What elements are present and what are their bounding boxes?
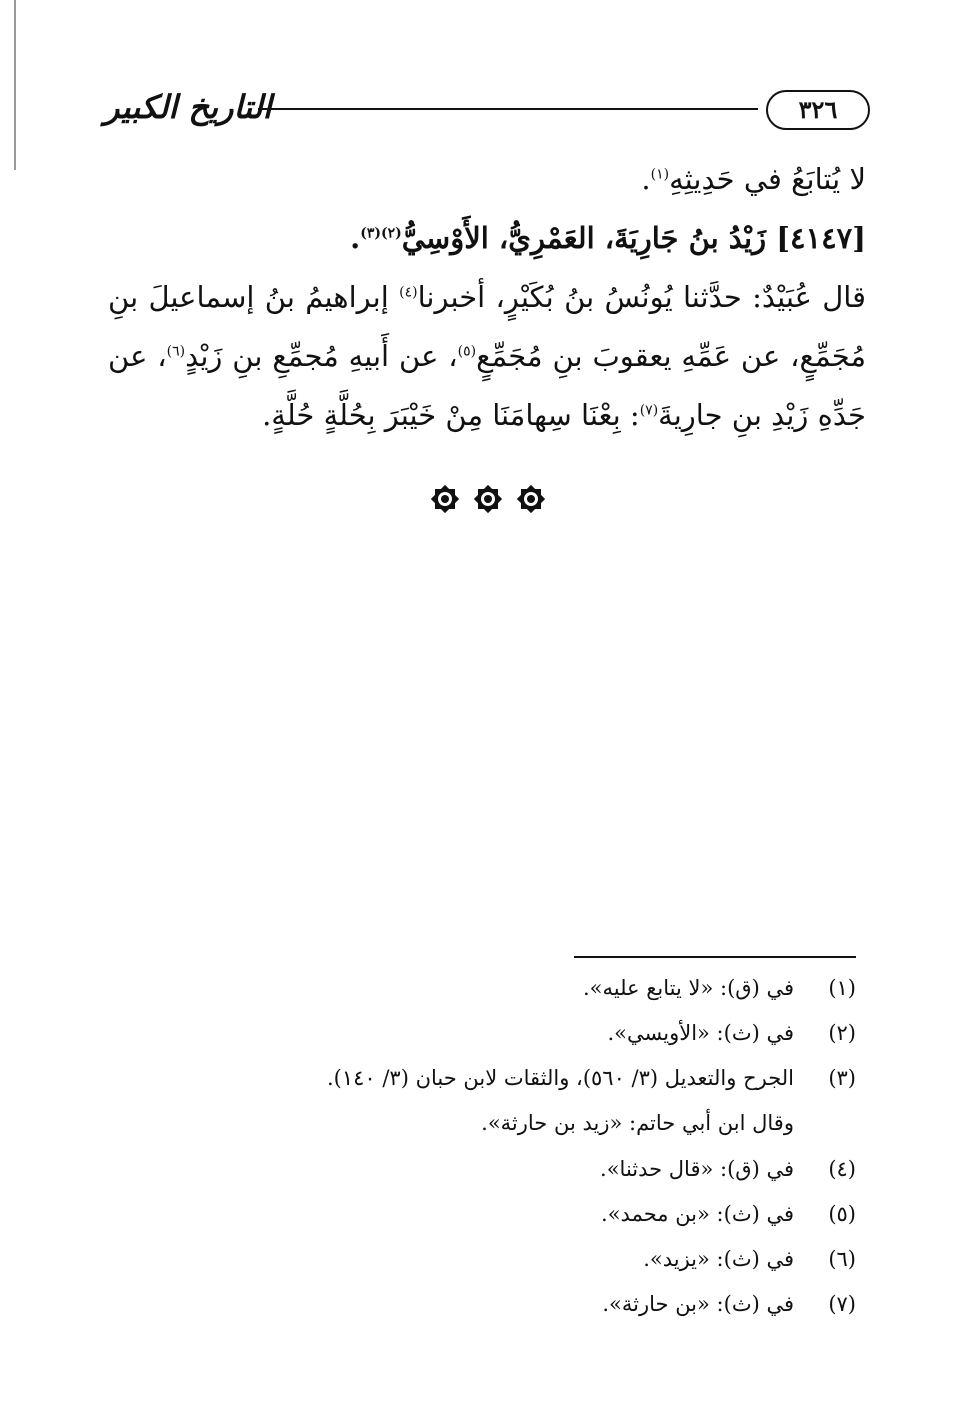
text-fragment: . bbox=[641, 162, 651, 196]
text-fragment: . bbox=[350, 221, 361, 255]
entry-name: زَيْدُ بنُ جَارِيَةَ، العَمْرِيُّ، الأَوْسِيُّ bbox=[401, 221, 767, 255]
text-line bbox=[108, 150, 866, 209]
scan-edge-line bbox=[14, 0, 16, 170]
footnote-text: في (ث): «بن محمد». bbox=[601, 1202, 794, 1226]
footnote bbox=[260, 976, 856, 1021]
footnote-number: (٤) bbox=[828, 1157, 856, 1181]
footnote-text: في (ث): «الأويسي». bbox=[607, 1021, 794, 1045]
book-title: التاريخ الكبير bbox=[104, 88, 272, 126]
footnote-text: الجرح والتعديل (٣/ ٥٦٠)، والثقات لابن حبان (٣/ ١٤٠). bbox=[326, 1066, 794, 1090]
footnote bbox=[260, 1202, 856, 1247]
footnote bbox=[260, 1021, 856, 1066]
star-ornament-icon bbox=[471, 482, 505, 516]
star-ornament-icon bbox=[514, 482, 548, 516]
footnote-text: في (ث): «يزيد». bbox=[643, 1247, 794, 1271]
main-text bbox=[108, 150, 866, 445]
text-fragment: لا يُتابَعُ في حَدِيثِهِ bbox=[669, 162, 866, 196]
footnote bbox=[260, 1247, 856, 1292]
footnote-number: (١) bbox=[828, 976, 856, 1000]
text-fragment: ، عن جَدِّهِ زَيْدِ بنِ جارِيةَ bbox=[108, 339, 866, 432]
section-divider-ornaments bbox=[428, 482, 548, 522]
footnotes bbox=[260, 976, 856, 1337]
text-fragment: ، عن أَبيهِ مُجمِّعِ بنِ زَيْدٍ bbox=[185, 339, 458, 373]
footnote-separator bbox=[574, 956, 856, 958]
footnote-number: (٧) bbox=[828, 1292, 856, 1316]
entry-number: [٤١٤٧] bbox=[776, 221, 866, 255]
footnote-ref: (١) bbox=[650, 166, 670, 183]
page-header bbox=[104, 86, 870, 146]
footnote bbox=[260, 1292, 856, 1337]
footnote-number: (٣) bbox=[828, 1066, 856, 1090]
star-ornament-icon bbox=[428, 482, 462, 516]
footnote-ref: (٥) bbox=[457, 343, 477, 360]
footnote-number: (٦) bbox=[828, 1247, 856, 1271]
footnote-number: (٥) bbox=[828, 1202, 856, 1226]
footnote-number: (٢) bbox=[828, 1021, 856, 1045]
footnote-text: في (ق): «قال حدثنا». bbox=[600, 1157, 794, 1181]
footnote bbox=[260, 1157, 856, 1202]
footnote-continuation: وقال ابن أبي حاتم: «زيد بن حارثة». bbox=[481, 1111, 794, 1135]
footnote-ref: (٧) bbox=[639, 402, 659, 419]
text-fragment: إبراهيمُ بنُ إسماعيلَ بنِ مُجَمِّعٍ، عن عَمِّهِ يعقوبَ بنِ مُجَمِّعٍ bbox=[108, 280, 866, 373]
footnote-text: في (ث): «بن حارثة». bbox=[602, 1292, 794, 1316]
footnote-ref: (٦) bbox=[166, 343, 186, 360]
text-fragment: قال عُبَيْدٌ: حدَّثنا يُونُسُ بنُ بُكَيْرٍ، أخبرنا bbox=[417, 280, 866, 314]
footnote-ref: (٤) bbox=[399, 284, 418, 301]
page-number: ٣٢٦ bbox=[766, 90, 870, 130]
narration-paragraph bbox=[108, 268, 866, 445]
footnote bbox=[260, 1066, 856, 1111]
text-fragment: : بِعْنَا سِهامَنَا مِنْ خَيْبَرَ بِحُلَّةٍ حُلَّةٍ. bbox=[262, 398, 640, 432]
footnote-ref: (٢)(٣) bbox=[360, 225, 402, 242]
entry-heading bbox=[108, 209, 866, 268]
footnote-text: في (ق): «لا يتابع عليه». bbox=[582, 976, 794, 1000]
header-rule bbox=[258, 108, 758, 110]
